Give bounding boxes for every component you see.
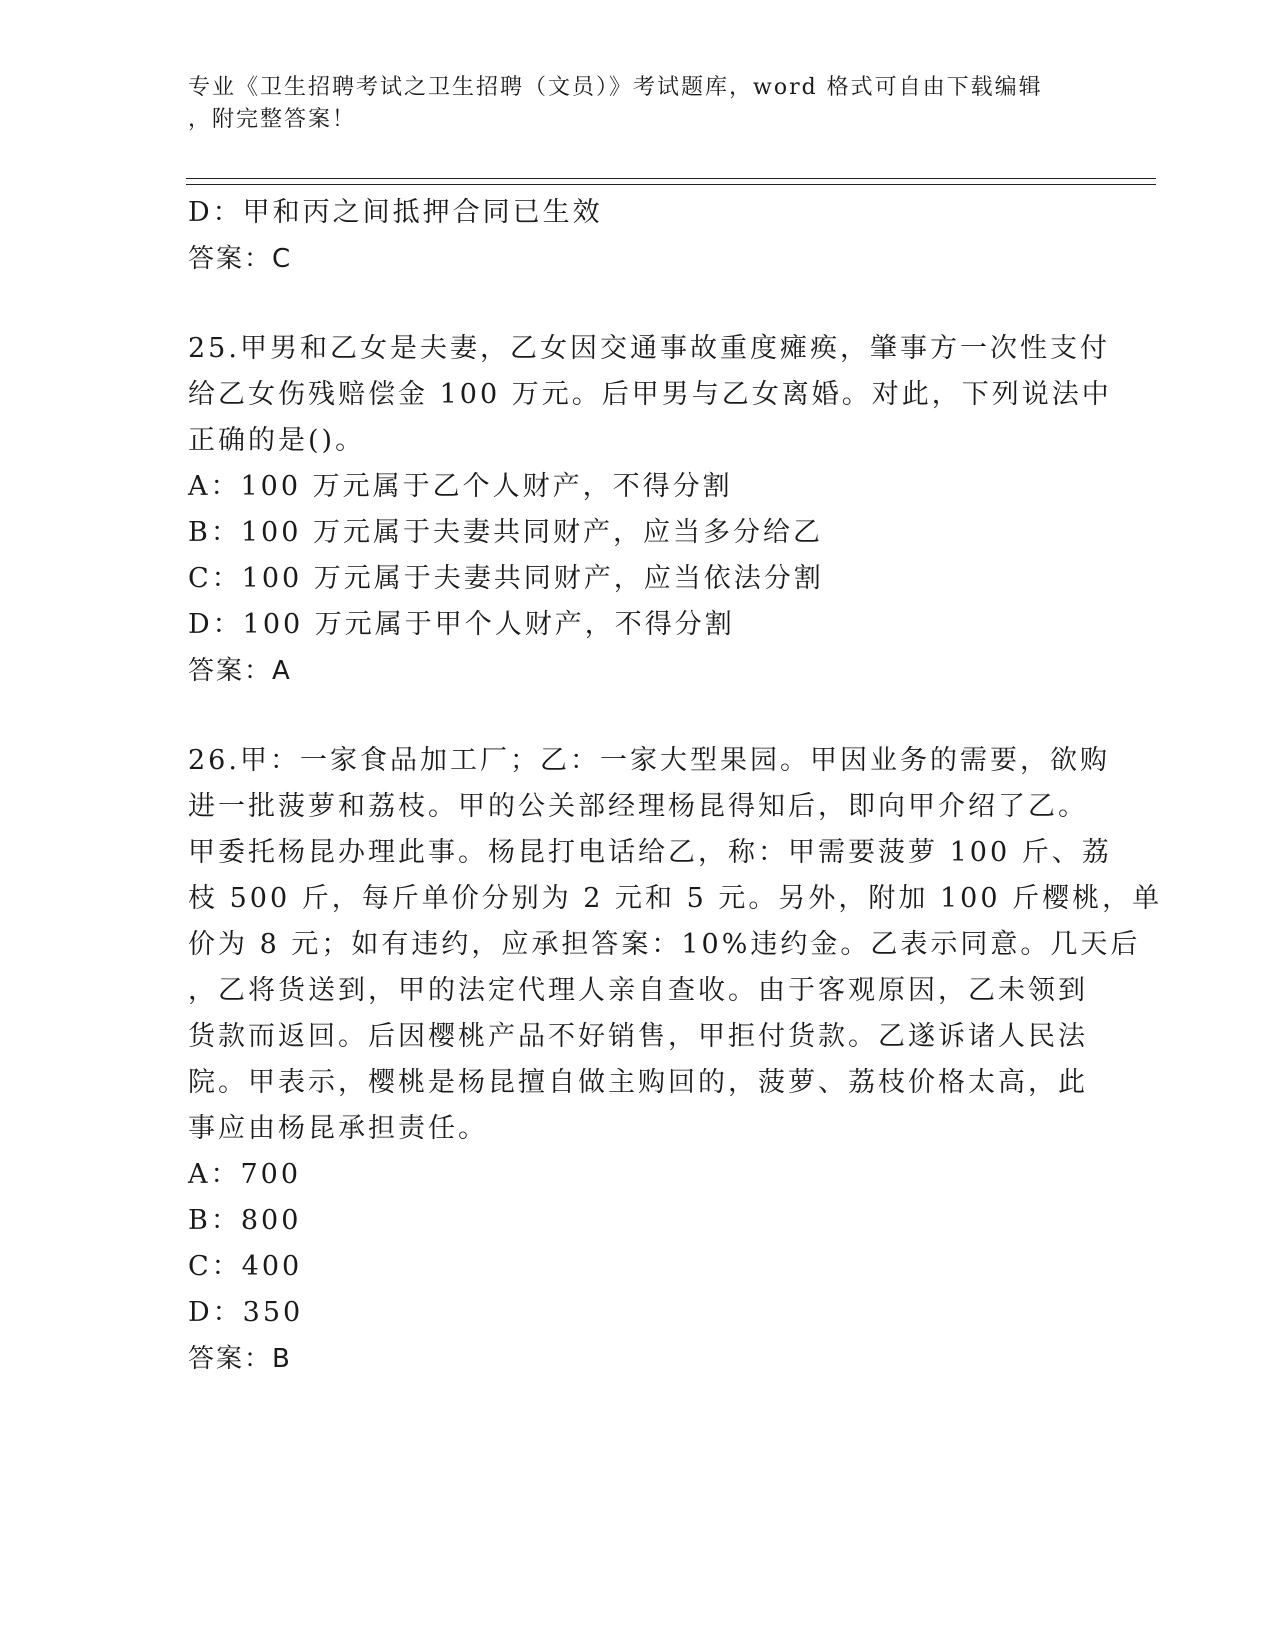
document-body bbox=[188, 190, 1163, 1426]
question-stem bbox=[188, 738, 1163, 1152]
question-26 bbox=[188, 738, 1163, 1382]
header-divider-bottom bbox=[186, 184, 1156, 185]
header-line-2: ，附完整答案！ bbox=[188, 107, 357, 132]
stem-line: 25.甲男和乙女是夫妻，乙女因交通事故重度瘫痪，肇事方一次性支付 bbox=[188, 333, 1110, 364]
option-d: D：100 万元属于甲个人财产，不得分割 bbox=[188, 609, 735, 640]
stem-line: 货款而返回。后因樱桃产品不好销售，甲拒付货款。乙遂诉诸人民法 bbox=[188, 1021, 1088, 1052]
option-d: D：甲和丙之间抵押合同已生效 bbox=[188, 197, 603, 228]
answer-line: 答案：B bbox=[188, 1344, 292, 1374]
stem-line: 正确的是()。 bbox=[188, 425, 366, 456]
stem-line: ，乙将货送到，甲的法定代理人亲自查收。由于客观原因，乙未领到 bbox=[188, 975, 1088, 1006]
answer-line: 答案：A bbox=[188, 656, 292, 686]
option-c: C：400 bbox=[188, 1251, 303, 1282]
question-25 bbox=[188, 326, 1112, 694]
option-a: A：100 万元属于乙个人财产，不得分割 bbox=[188, 471, 733, 502]
option-c: C：100 万元属于夫妻共同财产，应当依法分割 bbox=[188, 563, 824, 594]
option-b: B：100 万元属于夫妻共同财产，应当多分给乙 bbox=[188, 517, 823, 548]
answer-line: 答案：C bbox=[188, 244, 293, 274]
document-header bbox=[188, 72, 1068, 136]
stem-line: 事应由杨昆承担责任。 bbox=[188, 1113, 488, 1144]
option-d: D：350 bbox=[188, 1297, 304, 1328]
question-24-tail bbox=[188, 190, 1088, 282]
stem-line: 价为 8 元；如有违约，应承担答案：10%违约金。乙表示同意。几天后 bbox=[188, 929, 1141, 960]
question-stem bbox=[188, 326, 1112, 464]
option-a: A：700 bbox=[188, 1159, 302, 1190]
stem-line: 甲委托杨昆办理此事。杨昆打电话给乙，称：甲需要菠萝 100 斤、荔 bbox=[188, 837, 1112, 868]
stem-line: 进一批菠萝和荔枝。甲的公关部经理杨昆得知后，即向甲介绍了乙。 bbox=[188, 791, 1088, 822]
option-b: B：800 bbox=[188, 1205, 302, 1236]
stem-line: 26.甲：一家食品加工厂；乙：一家大型果园。甲因业务的需要，欲购 bbox=[188, 745, 1110, 776]
stem-line: 院。甲表示，樱桃是杨昆擅自做主购回的，菠萝、荔枝价格太高，此 bbox=[188, 1067, 1088, 1098]
stem-line: 枝 500 斤，每斤单价分别为 2 元和 5 元。另外，附加 100 斤樱桃，单 bbox=[188, 883, 1163, 914]
stem-line: 给乙女伤残赔偿金 100 万元。后甲男与乙女离婚。对此，下列说法中 bbox=[188, 379, 1112, 410]
header-divider-top bbox=[186, 178, 1156, 179]
header-line-1: 专业《卫生招聘考试之卫生招聘（文员）》考试题库，word 格式可自由下载编辑 bbox=[188, 75, 1043, 100]
